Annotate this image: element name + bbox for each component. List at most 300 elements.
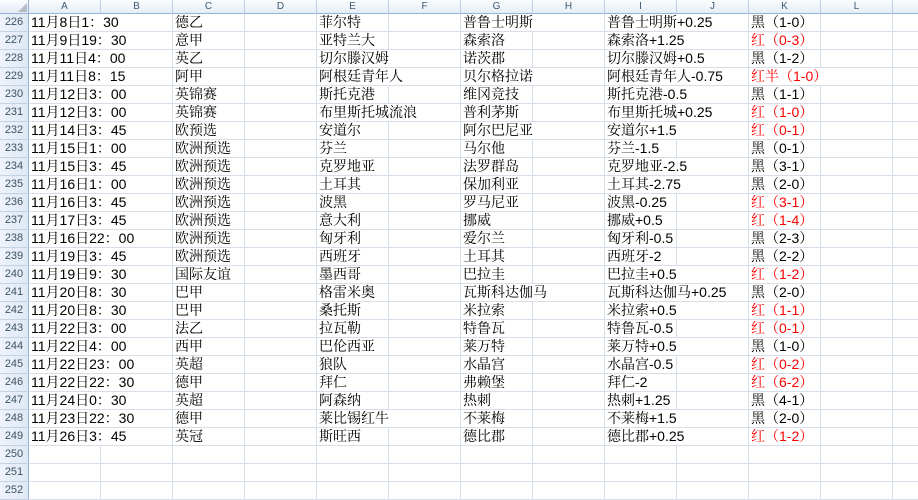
cell-H237[interactable] <box>533 212 605 230</box>
cell-C226[interactable] <box>173 14 245 32</box>
cell-G232[interactable] <box>461 122 533 140</box>
cell-H238[interactable] <box>533 230 605 248</box>
cell-A235[interactable] <box>29 176 127 194</box>
cell-K226[interactable] <box>749 14 821 32</box>
cell-E235[interactable] <box>317 176 389 194</box>
cell-H239[interactable] <box>533 248 605 266</box>
cell-J250[interactable] <box>677 446 749 464</box>
cell-G239[interactable] <box>461 248 533 266</box>
cell-G237[interactable] <box>461 212 533 230</box>
cell-C227[interactable] <box>173 32 245 50</box>
cell-H244[interactable] <box>533 338 605 356</box>
cell-C243[interactable] <box>173 320 245 338</box>
cell-I231[interactable] <box>605 104 713 122</box>
cell-I226[interactable] <box>605 14 713 32</box>
cell-E229[interactable] <box>317 68 403 86</box>
cell-C230[interactable] <box>173 86 245 104</box>
cell-K241[interactable] <box>749 284 821 302</box>
column-header-partial[interactable] <box>893 0 918 14</box>
cell-D231[interactable] <box>245 104 317 122</box>
cell-J238[interactable] <box>677 230 749 248</box>
cell-partial235[interactable] <box>893 176 918 194</box>
row-header-236[interactable]: 236 <box>0 194 29 212</box>
cell-A246[interactable] <box>29 374 135 392</box>
cell-C235[interactable] <box>173 176 245 194</box>
cell-H231[interactable] <box>533 104 605 122</box>
cell-E230[interactable] <box>317 86 389 104</box>
cell-G251[interactable] <box>461 464 533 482</box>
cell-K230[interactable] <box>749 86 821 104</box>
cell-H248[interactable] <box>533 410 605 428</box>
row-header-235[interactable]: 235 <box>0 176 29 194</box>
cell-partial242[interactable] <box>893 302 918 320</box>
cell-A252[interactable] <box>29 482 101 500</box>
row-header-242[interactable]: 242 <box>0 302 29 320</box>
cell-L234[interactable] <box>821 158 893 176</box>
row-header-226[interactable]: 226 <box>0 14 29 32</box>
cell-A247[interactable] <box>29 392 127 410</box>
cell-C244[interactable] <box>173 338 245 356</box>
cell-A248[interactable] <box>29 410 135 428</box>
cell-L252[interactable] <box>821 482 893 500</box>
row-header-246[interactable]: 246 <box>0 374 29 392</box>
row-header-234[interactable]: 234 <box>0 158 29 176</box>
cell-G242[interactable] <box>461 302 533 320</box>
cell-partial230[interactable] <box>893 86 918 104</box>
cell-K228[interactable] <box>749 50 821 68</box>
column-header-H[interactable]: H <box>533 0 605 14</box>
cell-F226[interactable] <box>389 14 461 32</box>
cell-C232[interactable] <box>173 122 245 140</box>
cell-partial243[interactable] <box>893 320 918 338</box>
cell-E237[interactable] <box>317 212 389 230</box>
cell-F240[interactable] <box>389 266 461 284</box>
cell-I239[interactable] <box>605 248 677 266</box>
cell-H247[interactable] <box>533 392 605 410</box>
cell-A234[interactable] <box>29 158 127 176</box>
cell-E236[interactable] <box>317 194 389 212</box>
cell-F234[interactable] <box>389 158 461 176</box>
cell-A249[interactable] <box>29 428 127 446</box>
cell-partial245[interactable] <box>893 356 918 374</box>
cell-G228[interactable] <box>461 50 533 68</box>
cell-C247[interactable] <box>173 392 245 410</box>
cell-D246[interactable] <box>245 374 317 392</box>
cell-E233[interactable] <box>317 140 389 158</box>
cell-G233[interactable] <box>461 140 533 158</box>
cell-K251[interactable] <box>749 464 821 482</box>
cell-partial241[interactable] <box>893 284 918 302</box>
cell-L242[interactable] <box>821 302 893 320</box>
column-header-K[interactable]: K <box>749 0 821 14</box>
cell-E226[interactable] <box>317 14 389 32</box>
cell-partial229[interactable] <box>893 68 918 86</box>
cell-G241[interactable] <box>461 284 547 302</box>
select-all-corner[interactable] <box>0 0 29 14</box>
cell-G250[interactable] <box>461 446 533 464</box>
cell-K240[interactable] <box>749 266 821 284</box>
cell-E231[interactable] <box>317 104 417 122</box>
cell-C248[interactable] <box>173 410 245 428</box>
cell-E234[interactable] <box>317 158 389 176</box>
cell-partial244[interactable] <box>893 338 918 356</box>
cell-J247[interactable] <box>677 392 749 410</box>
cell-partial226[interactable] <box>893 14 918 32</box>
cell-E228[interactable] <box>317 50 389 68</box>
cell-F245[interactable] <box>389 356 461 374</box>
cell-L240[interactable] <box>821 266 893 284</box>
cell-F242[interactable] <box>389 302 461 320</box>
cell-D238[interactable] <box>245 230 317 248</box>
cell-J249[interactable] <box>677 428 749 446</box>
cell-partial234[interactable] <box>893 158 918 176</box>
row-header-252[interactable]: 252 <box>0 482 29 500</box>
cell-F232[interactable] <box>389 122 461 140</box>
row-header-248[interactable]: 248 <box>0 410 29 428</box>
cell-L229[interactable] <box>821 68 893 86</box>
cell-D247[interactable] <box>245 392 317 410</box>
cell-I233[interactable] <box>605 140 677 158</box>
cell-F244[interactable] <box>389 338 461 356</box>
cell-A236[interactable] <box>29 194 127 212</box>
cell-D252[interactable] <box>245 482 317 500</box>
cell-G244[interactable] <box>461 338 533 356</box>
row-header-228[interactable]: 228 <box>0 50 29 68</box>
cell-C237[interactable] <box>173 212 245 230</box>
cell-L226[interactable] <box>821 14 893 32</box>
cell-E239[interactable] <box>317 248 389 266</box>
cell-D226[interactable] <box>245 14 317 32</box>
cell-J251[interactable] <box>677 464 749 482</box>
cell-I250[interactable] <box>605 446 677 464</box>
cell-J239[interactable] <box>677 248 749 266</box>
cell-G245[interactable] <box>461 356 533 374</box>
cell-K250[interactable] <box>749 446 821 464</box>
cell-G234[interactable] <box>461 158 533 176</box>
row-header-241[interactable]: 241 <box>0 284 29 302</box>
cell-F228[interactable] <box>389 50 461 68</box>
cell-I237[interactable] <box>605 212 677 230</box>
cell-L251[interactable] <box>821 464 893 482</box>
cell-A242[interactable] <box>29 302 127 320</box>
cell-A250[interactable] <box>29 446 101 464</box>
cell-G226[interactable] <box>461 14 533 32</box>
column-header-D[interactable]: D <box>245 0 317 14</box>
cell-E252[interactable] <box>317 482 389 500</box>
cell-E244[interactable] <box>317 338 389 356</box>
cell-F252[interactable] <box>389 482 461 500</box>
cell-I229[interactable] <box>605 68 723 86</box>
cell-G249[interactable] <box>461 428 533 446</box>
cell-B250[interactable] <box>101 446 173 464</box>
cell-A230[interactable] <box>29 86 127 104</box>
row-header-244[interactable]: 244 <box>0 338 29 356</box>
cell-D240[interactable] <box>245 266 317 284</box>
cell-D244[interactable] <box>245 338 317 356</box>
cell-A233[interactable] <box>29 140 127 158</box>
column-header-C[interactable]: C <box>173 0 245 14</box>
cell-F236[interactable] <box>389 194 461 212</box>
cell-F227[interactable] <box>389 32 461 50</box>
cell-A228[interactable] <box>29 50 126 68</box>
cell-F237[interactable] <box>389 212 461 230</box>
cell-F243[interactable] <box>389 320 461 338</box>
cell-D232[interactable] <box>245 122 317 140</box>
column-header-E[interactable]: E <box>317 0 389 14</box>
cell-C238[interactable] <box>173 230 245 248</box>
cell-A243[interactable] <box>29 320 127 338</box>
cell-C242[interactable] <box>173 302 245 320</box>
cell-I243[interactable] <box>605 320 677 338</box>
cell-H229[interactable] <box>533 68 605 86</box>
cell-E227[interactable] <box>317 32 389 50</box>
cell-D241[interactable] <box>245 284 317 302</box>
row-header-251[interactable]: 251 <box>0 464 29 482</box>
cell-J235[interactable] <box>677 176 749 194</box>
cell-K243[interactable] <box>749 320 821 338</box>
row-header-227[interactable]: 227 <box>0 32 29 50</box>
cell-C239[interactable] <box>173 248 245 266</box>
cell-H235[interactable] <box>533 176 605 194</box>
cell-E250[interactable] <box>317 446 389 464</box>
cell-G252[interactable] <box>461 482 533 500</box>
cell-E245[interactable] <box>317 356 389 374</box>
cell-D251[interactable] <box>245 464 317 482</box>
cell-J233[interactable] <box>677 140 749 158</box>
cell-C228[interactable] <box>173 50 245 68</box>
cell-G227[interactable] <box>461 32 533 50</box>
column-header-B[interactable]: B <box>101 0 173 14</box>
cell-L244[interactable] <box>821 338 893 356</box>
cell-partial249[interactable] <box>893 428 918 446</box>
cell-E246[interactable] <box>317 374 389 392</box>
cell-H249[interactable] <box>533 428 605 446</box>
row-header-231[interactable]: 231 <box>0 104 29 122</box>
cell-H236[interactable] <box>533 194 605 212</box>
cell-D248[interactable] <box>245 410 317 428</box>
row-header-249[interactable]: 249 <box>0 428 29 446</box>
cell-K238[interactable] <box>749 230 821 248</box>
cell-K231[interactable] <box>749 104 821 122</box>
cell-G235[interactable] <box>461 176 533 194</box>
cell-A226[interactable] <box>29 14 119 32</box>
cell-D250[interactable] <box>245 446 317 464</box>
cell-partial228[interactable] <box>893 50 918 68</box>
cell-I251[interactable] <box>605 464 677 482</box>
row-header-232[interactable]: 232 <box>0 122 29 140</box>
cell-G236[interactable] <box>461 194 533 212</box>
row-header-237[interactable]: 237 <box>0 212 29 230</box>
cell-E238[interactable] <box>317 230 389 248</box>
cell-D235[interactable] <box>245 176 317 194</box>
cell-L231[interactable] <box>821 104 893 122</box>
cell-D230[interactable] <box>245 86 317 104</box>
cell-C234[interactable] <box>173 158 245 176</box>
cell-L243[interactable] <box>821 320 893 338</box>
column-header-F[interactable]: F <box>389 0 461 14</box>
cell-D228[interactable] <box>245 50 317 68</box>
cell-I235[interactable] <box>605 176 681 194</box>
cell-A229[interactable] <box>29 68 126 86</box>
column-header-G[interactable]: G <box>461 0 533 14</box>
cell-H233[interactable] <box>533 140 605 158</box>
cell-F248[interactable] <box>389 410 461 428</box>
cell-J248[interactable] <box>677 410 749 428</box>
cell-A231[interactable] <box>29 104 127 122</box>
cell-K244[interactable] <box>749 338 821 356</box>
cell-G238[interactable] <box>461 230 533 248</box>
cell-D233[interactable] <box>245 140 317 158</box>
cell-F249[interactable] <box>389 428 461 446</box>
cell-K232[interactable] <box>749 122 821 140</box>
cell-I252[interactable] <box>605 482 677 500</box>
cell-D236[interactable] <box>245 194 317 212</box>
cell-J237[interactable] <box>677 212 749 230</box>
row-header-243[interactable]: 243 <box>0 320 29 338</box>
cell-G240[interactable] <box>461 266 533 284</box>
cell-F251[interactable] <box>389 464 461 482</box>
cell-L239[interactable] <box>821 248 893 266</box>
row-header-250[interactable]: 250 <box>0 446 29 464</box>
cell-H245[interactable] <box>533 356 605 374</box>
cell-L245[interactable] <box>821 356 893 374</box>
cell-G246[interactable] <box>461 374 533 392</box>
cell-F241[interactable] <box>389 284 461 302</box>
cell-K242[interactable] <box>749 302 821 320</box>
cell-C236[interactable] <box>173 194 245 212</box>
cell-K235[interactable] <box>749 176 821 194</box>
column-header-L[interactable]: L <box>821 0 893 14</box>
cell-J244[interactable] <box>677 338 749 356</box>
cell-I240[interactable] <box>605 266 677 284</box>
cell-partial227[interactable] <box>893 32 918 50</box>
cell-L230[interactable] <box>821 86 893 104</box>
cell-L248[interactable] <box>821 410 893 428</box>
cell-partial233[interactable] <box>893 140 918 158</box>
cell-H252[interactable] <box>533 482 605 500</box>
cell-C252[interactable] <box>173 482 245 500</box>
cell-F238[interactable] <box>389 230 461 248</box>
cell-I247[interactable] <box>605 392 677 410</box>
cell-C231[interactable] <box>173 104 245 122</box>
cell-L232[interactable] <box>821 122 893 140</box>
cell-I228[interactable] <box>605 50 705 68</box>
cell-L233[interactable] <box>821 140 893 158</box>
cell-D243[interactable] <box>245 320 317 338</box>
cell-E248[interactable] <box>317 410 389 428</box>
cell-F246[interactable] <box>389 374 461 392</box>
cell-C251[interactable] <box>173 464 245 482</box>
cell-H250[interactable] <box>533 446 605 464</box>
cell-I244[interactable] <box>605 338 677 356</box>
cell-H228[interactable] <box>533 50 605 68</box>
cell-E247[interactable] <box>317 392 389 410</box>
cell-partial247[interactable] <box>893 392 918 410</box>
cell-C241[interactable] <box>173 284 245 302</box>
cell-K245[interactable] <box>749 356 821 374</box>
cell-D229[interactable] <box>245 68 317 86</box>
cell-I227[interactable] <box>605 32 685 50</box>
cell-I236[interactable] <box>605 194 677 212</box>
cell-H230[interactable] <box>533 86 605 104</box>
cell-partial251[interactable] <box>893 464 918 482</box>
cell-D234[interactable] <box>245 158 317 176</box>
cell-C245[interactable] <box>173 356 245 374</box>
cell-E232[interactable] <box>317 122 389 140</box>
cell-partial252[interactable] <box>893 482 918 500</box>
cell-C240[interactable] <box>173 266 245 284</box>
cell-E240[interactable] <box>317 266 389 284</box>
cell-H234[interactable] <box>533 158 605 176</box>
cell-L237[interactable] <box>821 212 893 230</box>
cell-partial238[interactable] <box>893 230 918 248</box>
cell-H240[interactable] <box>533 266 605 284</box>
cell-partial250[interactable] <box>893 446 918 464</box>
cell-L227[interactable] <box>821 32 893 50</box>
row-header-229[interactable]: 229 <box>0 68 29 86</box>
cell-B252[interactable] <box>101 482 173 500</box>
cell-K247[interactable] <box>749 392 821 410</box>
cell-B251[interactable] <box>101 464 173 482</box>
cell-L250[interactable] <box>821 446 893 464</box>
cell-E249[interactable] <box>317 428 389 446</box>
cell-D245[interactable] <box>245 356 317 374</box>
cell-J232[interactable] <box>677 122 749 140</box>
cell-I230[interactable] <box>605 86 688 104</box>
cell-H232[interactable] <box>533 122 605 140</box>
cell-D227[interactable] <box>245 32 317 50</box>
cell-partial237[interactable] <box>893 212 918 230</box>
cell-J243[interactable] <box>677 320 749 338</box>
cell-C233[interactable] <box>173 140 245 158</box>
cell-J246[interactable] <box>677 374 749 392</box>
cell-K239[interactable] <box>749 248 821 266</box>
cell-partial231[interactable] <box>893 104 918 122</box>
cell-K234[interactable] <box>749 158 821 176</box>
cell-partial248[interactable] <box>893 410 918 428</box>
cell-partial232[interactable] <box>893 122 918 140</box>
cell-partial246[interactable] <box>893 374 918 392</box>
cell-L241[interactable] <box>821 284 893 302</box>
cell-J245[interactable] <box>677 356 749 374</box>
cell-K249[interactable] <box>749 428 821 446</box>
cell-I242[interactable] <box>605 302 677 320</box>
cell-L238[interactable] <box>821 230 893 248</box>
cell-A244[interactable] <box>29 338 127 356</box>
cell-G248[interactable] <box>461 410 533 428</box>
cell-A240[interactable] <box>29 266 127 284</box>
cell-E241[interactable] <box>317 284 389 302</box>
cell-K233[interactable] <box>749 140 821 158</box>
row-header-245[interactable]: 245 <box>0 356 29 374</box>
cell-J236[interactable] <box>677 194 749 212</box>
cell-G243[interactable] <box>461 320 533 338</box>
cell-K248[interactable] <box>749 410 821 428</box>
cell-C249[interactable] <box>173 428 245 446</box>
cell-L247[interactable] <box>821 392 893 410</box>
row-header-247[interactable]: 247 <box>0 392 29 410</box>
cell-F235[interactable] <box>389 176 461 194</box>
cell-D239[interactable] <box>245 248 317 266</box>
column-header-A[interactable]: A <box>29 0 101 14</box>
cell-A239[interactable] <box>29 248 127 266</box>
cell-L246[interactable] <box>821 374 893 392</box>
cell-F250[interactable] <box>389 446 461 464</box>
cell-A245[interactable] <box>29 356 135 374</box>
cell-A227[interactable] <box>29 32 127 50</box>
cell-I232[interactable] <box>605 122 677 140</box>
cell-H242[interactable] <box>533 302 605 320</box>
